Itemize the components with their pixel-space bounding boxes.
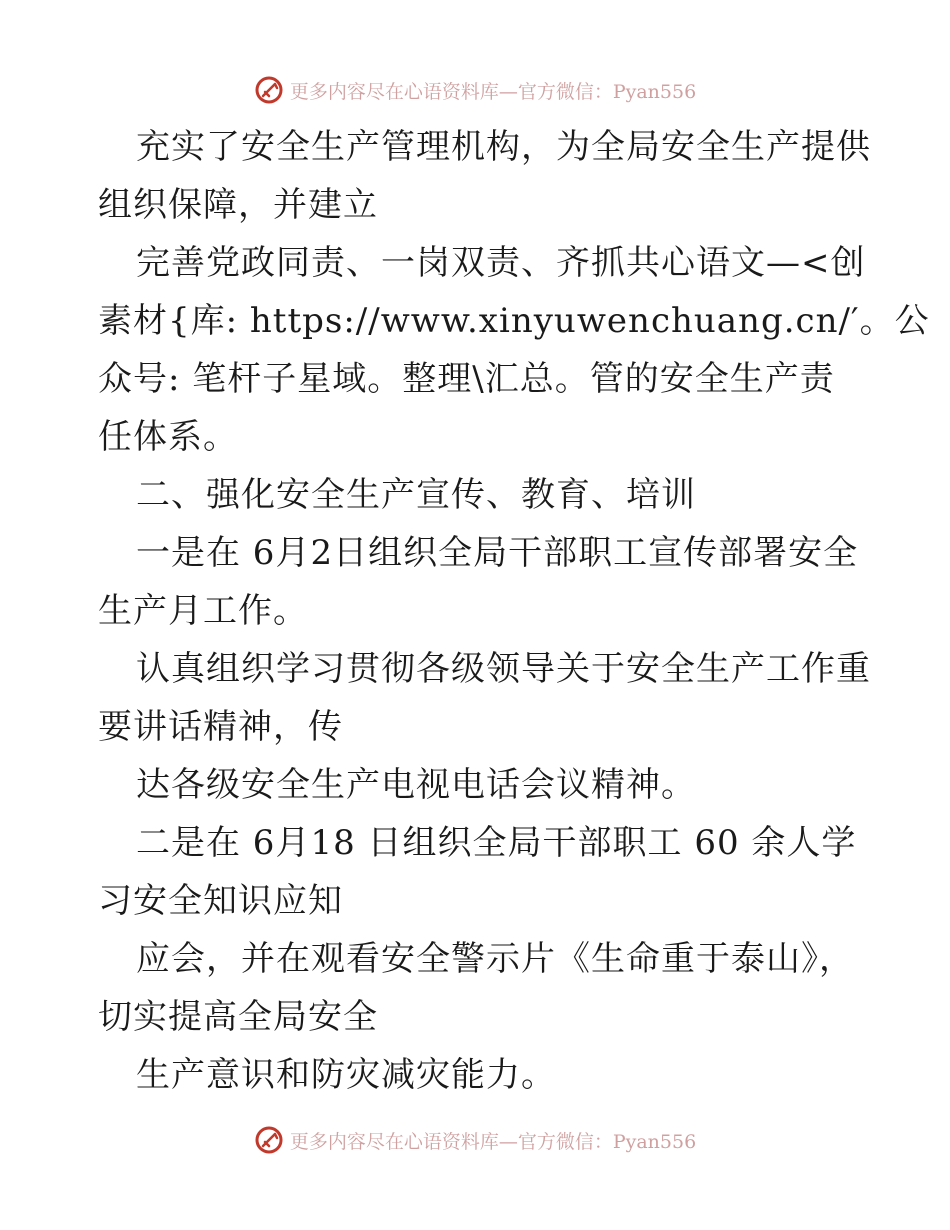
text-line: 认真组织学习贯彻各级领导关于安全生产工作重 [136,649,871,689]
text-line: 素材{库: https://www.xinyuwenchuang.cn/′。公 [98,301,930,341]
text-line: 应会，并在观看安全警示片《生命重于泰山》， [136,939,854,979]
text-line: 完善党政同责、一岗双责、齐抓共心语文—<创 [136,243,866,283]
text-line: 习安全知识应知 [98,881,343,921]
quill-seal-icon [254,75,284,105]
text-line: 一是在 6月2日组织全局干部职工宣传部署安全 [136,533,859,573]
text-line: 充实了安全生产管理机构，为全局安全生产提供 [136,127,871,167]
text-line: 生产月工作。 [98,591,308,631]
watermark-text: 更多内容尽在心语资料库—官方微信：Pyan556 [289,1130,697,1153]
text-line: 组织保障，并建立 [98,185,378,225]
header-watermark [0,70,950,110]
text-line: 生产意识和防灾减灾能力。 [136,1055,556,1095]
text-line: 二、强化安全生产宣传、教育、培训 [136,475,696,515]
text-line: 切实提高全局安全 [98,997,378,1037]
text-line: 众号: 笔杆子星域。整理\汇总。管的安全生产责 [98,359,835,399]
text-line: 要讲话精神，传 [98,707,343,747]
text-line: 任体系。 [98,417,238,457]
text-line: 达各级安全生产电视电话会议精神。 [136,765,696,805]
text-line: 二是在 6月18 日组织全局干部职工 60 余人学 [136,823,857,863]
watermark-text: 更多内容尽在心语资料库—官方微信：Pyan556 [289,80,697,103]
footer-watermark [0,1120,950,1160]
quill-seal-icon [254,1125,284,1155]
document-body [98,118,930,1104]
